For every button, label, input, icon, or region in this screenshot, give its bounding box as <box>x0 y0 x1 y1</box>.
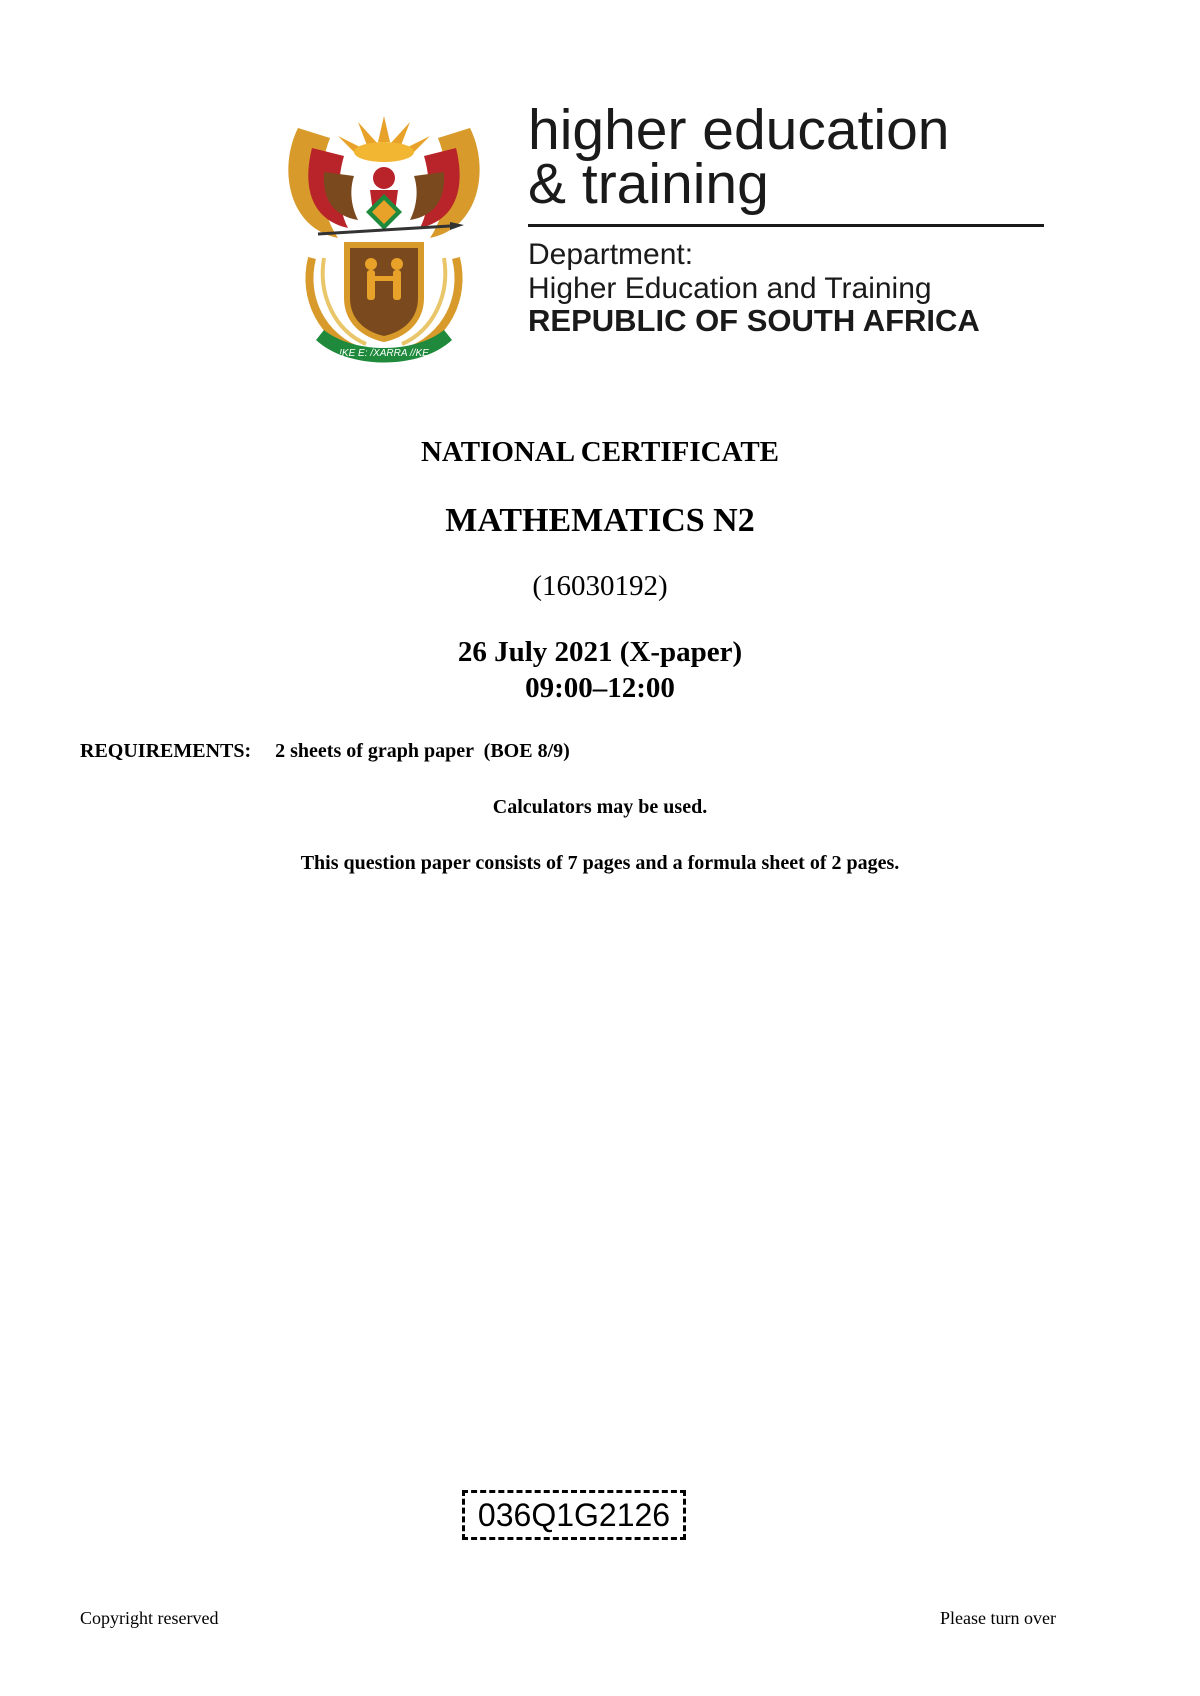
requirements-label: REQUIREMENTS: <box>80 740 252 762</box>
department-label: Department: <box>528 238 694 271</box>
footer-copyright: Copyright reserved <box>80 1608 219 1628</box>
calculator-note: Calculators may be used. <box>492 796 708 818</box>
department-name: Higher Education and Training <box>528 272 932 305</box>
footer-turn-over: Please turn over <box>940 1608 1056 1628</box>
requirements-value: 2 sheets of graph paper (BOE 8/9) <box>275 740 570 762</box>
department-brand <box>528 100 1048 350</box>
subject-code: (16030192) <box>532 570 668 602</box>
page-count-note: This question paper consists of 7 pages and a formula sheet of 2 pages. <box>300 852 900 874</box>
crest-motto: !KE E: /XARRA //KE <box>339 348 429 359</box>
brand-line-2: & training <box>528 152 769 216</box>
certificate-title: NATIONAL CERTIFICATE <box>420 436 780 468</box>
brand-line-1: higher education <box>528 98 950 162</box>
coat-of-arms-icon <box>278 108 490 368</box>
exam-date: 26 July 2021 (X-paper) <box>457 636 743 668</box>
requirements <box>80 740 570 763</box>
brand-divider <box>528 224 1044 227</box>
exam-time: 09:00–12:00 <box>525 672 675 704</box>
country-name: REPUBLIC OF SOUTH AFRICA <box>528 303 980 338</box>
subject-title: MATHEMATICS N2 <box>445 502 755 539</box>
paper-code-box: 036Q1G2126 <box>462 1490 686 1540</box>
